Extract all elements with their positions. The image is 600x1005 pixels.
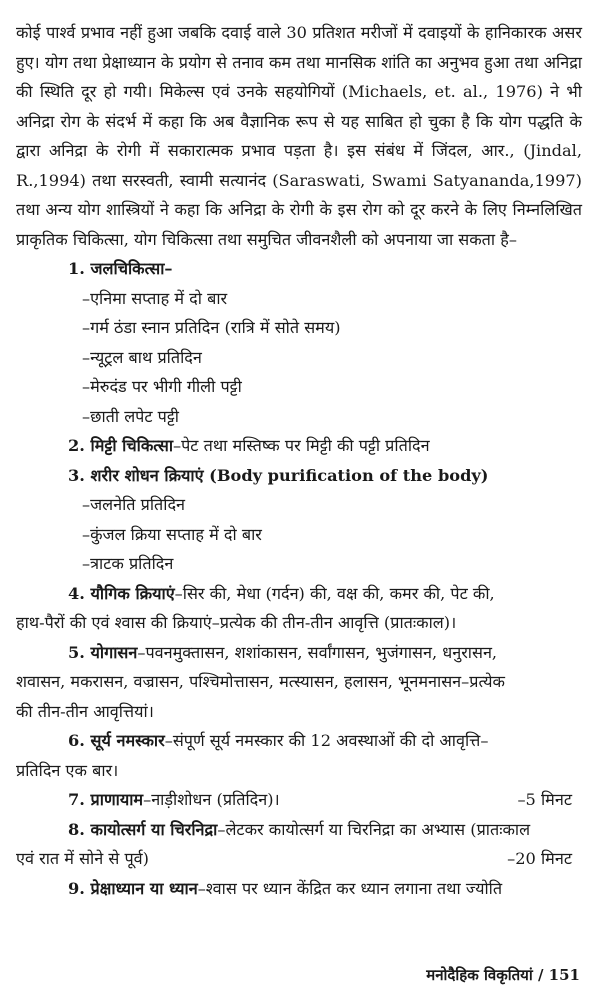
item-6	[16, 726, 582, 756]
item-1-sub-1: –एनिमा सप्ताह में दो बार	[82, 288, 228, 308]
item-5-continuation-1: शवासन, मकरासन, वज्रासन, पश्चिमोत्तासन, मत्स्यासन, हलासन, भूनमनासन–प्रत्येक	[16, 672, 505, 691]
item-2-heading: 2. मिट्टी चिकित्सा	[68, 436, 174, 455]
item-1-sub-2: –गर्म ठंडा स्नान प्रतिदिन (रात्रि में सोते समय)	[82, 318, 341, 337]
item-4-continuation: हाथ-पैरों की एवं श्वास की क्रियाएं–प्रत्येक की तीन-तीन आवृत्ति (प्रातःकाल)।	[16, 613, 457, 632]
item-7-text: –नाड़ीशोधन (प्रतिदिन)।	[143, 790, 280, 809]
item-8-heading: 8. कायोत्सर्ग या चिरनिद्रा	[68, 819, 218, 839]
item-9-text: –श्वास पर ध्यान केंद्रित कर ध्यान लगाना तथा ज्योति	[197, 878, 503, 898]
item-7-duration: –5 मिनट	[517, 790, 572, 809]
page-footer: मनोदैहिक विकृतियां / 151	[426, 966, 580, 984]
item-8-continuation-row	[16, 844, 582, 874]
item-4	[16, 579, 582, 609]
item-9-heading: 9. प्रेक्षाध्यान या ध्यान	[68, 878, 198, 898]
item-3-sub-2: –कुंजल क्रिया सप्ताह में दो बार	[82, 524, 262, 544]
item-6-heading: 6. सूर्य नमस्कार	[68, 731, 165, 750]
item-8-continuation: एवं रात में सोने से पूर्व)	[16, 849, 149, 868]
item-5-heading: 5. योगासन	[68, 642, 138, 662]
item-7-heading: 7. प्राणायाम	[68, 790, 144, 809]
item-1-sub-3: –न्यूट्रल बाथ प्रतिदिन	[82, 347, 202, 367]
item-5-text: –पवनमुक्तासन, शशांकासन, सर्वांगासन, भुजंगासन, धनुरासन,	[137, 642, 498, 662]
page-body	[16, 18, 582, 903]
item-8-text: –लेटकर कायोत्सर्ग या चिरनिद्रा का अभ्यास (प्रातःकाल	[217, 819, 531, 839]
item-2-text: –पेट तथा मस्तिष्क पर मिट्टी की पट्टी प्रतिदिन	[173, 436, 430, 455]
item-8-duration: –20 मिनट	[507, 849, 572, 868]
item-5-continuation-2: की तीन-तीन आवृत्तियां।	[16, 701, 154, 721]
item-7-main	[68, 785, 280, 815]
item-6-continuation: प्रतिदिन एक बार।	[16, 760, 119, 780]
item-3-sub-1: –जलनेति प्रतिदिन	[82, 495, 186, 514]
item-8	[16, 815, 582, 845]
item-4-text: –सिर की, मेधा (गर्दन) की, वक्ष की, कमर की, पेट की,	[174, 583, 495, 603]
item-7	[16, 785, 582, 815]
item-2	[16, 431, 582, 461]
item-1-sub-5: –छाती लपेट पट्टी	[82, 406, 179, 426]
item-5	[16, 638, 582, 668]
item-4-heading: 4. यौगिक क्रियाएं	[68, 583, 175, 603]
item-3-heading: 3. शरीर शोधन क्रियाएं (Body purification of the body)	[68, 465, 489, 485]
item-1-heading: 1. जलचिकित्सा–	[68, 259, 173, 278]
item-1-sub-4: –मेरुदंड पर भीगी गीली पट्टी	[82, 377, 242, 396]
item-6-text: –संपूर्ण सूर्य नमस्कार की 12 अवस्थाओं की दो आवृत्ति–	[164, 731, 489, 750]
intro-paragraph: कोई पार्श्व प्रभाव नहीं हुआ जबकि दवाई वाले 30 प्रतिशत मरीजों में दवाइयों के हानिकारक असर हुए। योग तथा प्रेक्षाध्यान के प्रयोग से तनाव कम तथा मानसिक शांति का अनुभव हुआ तथा अनिद्रा की स्थिति दूर हो गयी। मिकेल्स एवं उनके सहयोगियों (Michaels, et. al., 1976) ने भी अनिद्रा रोग के संदर्भ में कहा कि अब वैज्ञानिक रूप से यह साबित हो चुका है कि योग पद्धति के द्वारा अनिद्रा के रोगी में सकारात्मक प्रभाव पड़ता है। इस संबंध में जिंदल, आर., (Jindal, R.,1994) तथा सरस्वती, स्वामी सत्यानंद (Saraswati, Swami Satyananda,1997) तथा अन्य योग शास्त्रियों ने कहा कि अनिद्रा के रोगी के इस रोग को दूर करने के लिए निम्नलिखित प्राकृतिक चिकित्सा, योग चिकित्सा तथा समुचित जीवनशैली को अपनाया जा सकता है–	[16, 23, 582, 249]
item-3-sub-3: –त्राटक प्रतिदिन	[82, 554, 174, 573]
item-9	[16, 874, 582, 904]
